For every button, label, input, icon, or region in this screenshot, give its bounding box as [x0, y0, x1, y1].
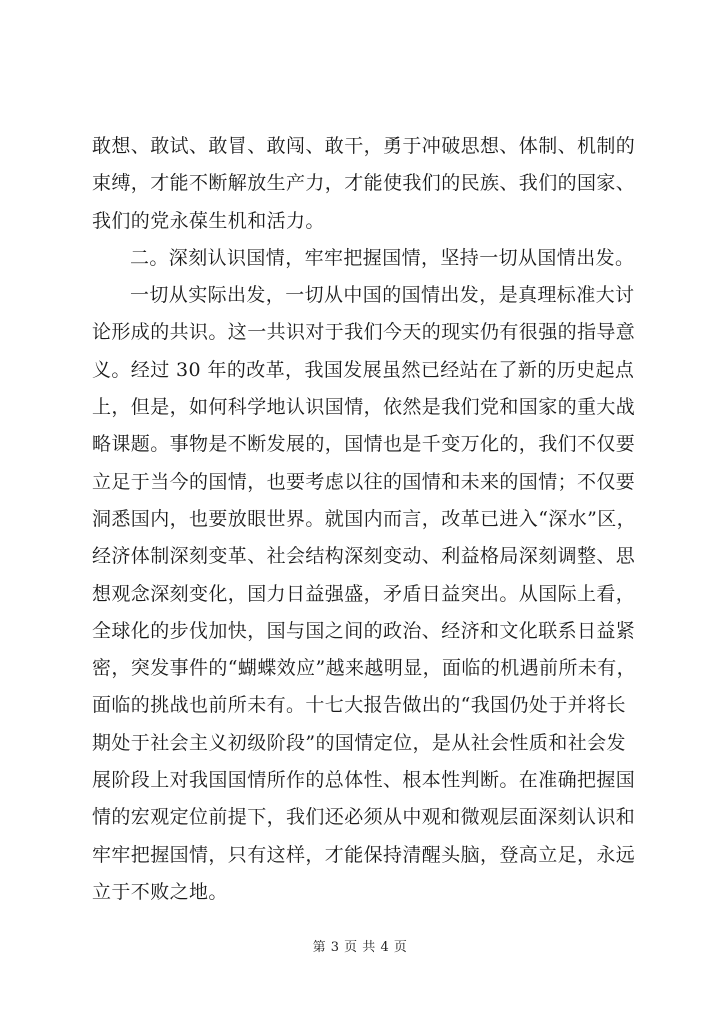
text-line: 情的宏观定位前提下，我们还必须从中观和微观层面深刻认识和 [92, 806, 636, 829]
text-line: 洞悉国内，也要放眼世界。就国内而言，改革已进入“深水”区， [92, 507, 637, 530]
text-line: 密，突发事件的“蝴蝶效应”越来越明显，面临的机遇前所未有， [92, 657, 637, 680]
body-text [92, 128, 638, 911]
text-line: 经济体制深刻变革、社会结构深刻变动、利益格局深刻调整、思 [92, 545, 636, 568]
text-line: 义。经过 30 年的改革，我国发展虽然已经站在了新的历史起点 [92, 358, 635, 381]
text-line: 立于不败之地。 [92, 880, 228, 903]
text-line: 束缚，才能不断解放生产力，才能使我们的民族、我们的国家、 [92, 172, 636, 195]
text-line: 上，但是，如何科学地认识国情，依然是我们党和国家的重大战 [92, 396, 636, 419]
text-line: 立足于当今的国情，也要考虑以往的国情和未来的国情；不仅要 [92, 470, 636, 493]
text-line: 牢牢把握国情，只有这样，才能保持清醒头脑，登高立足，永远 [92, 843, 636, 866]
text-line: 一切从实际出发，一切从中国的国情出发，是真理标准大讨 [130, 284, 635, 307]
text-line: 面临的挑战也前所未有。十七大报告做出的“我国仍处于并将长 [92, 694, 626, 717]
text-line: 想观念深刻变化，国力日益强盛，矛盾日益突出。从国际上看， [92, 582, 636, 605]
section-heading: 二。深刻认识国情，牢牢把握国情，坚持一切从国情出发。 [130, 246, 635, 269]
text-line: 全球化的步伐加快，国与国之间的政治、经济和文化联系日益紧 [92, 619, 636, 642]
text-line: 展阶段上对我国国情所作的总体性、根本性判断。在准确把握国 [92, 769, 636, 792]
text-line: 期处于社会主义初级阶段”的国情定位，是从社会性质和社会发 [92, 731, 626, 754]
text-line: 略课题。事物是不断发展的，国情也是千变万化的，我们不仅要 [92, 433, 636, 456]
text-line: 敢想、敢试、敢冒、敢闯、敢干，勇于冲破思想、体制、机制的 [92, 135, 636, 157]
page-number: 第 3 页 共 4 页 [312, 940, 408, 955]
text-line: 论形成的共识。这一共识对于我们今天的现实仍有很强的指导意 [92, 321, 636, 344]
text-line: 我们的党永葆生机和活力。 [92, 209, 325, 232]
